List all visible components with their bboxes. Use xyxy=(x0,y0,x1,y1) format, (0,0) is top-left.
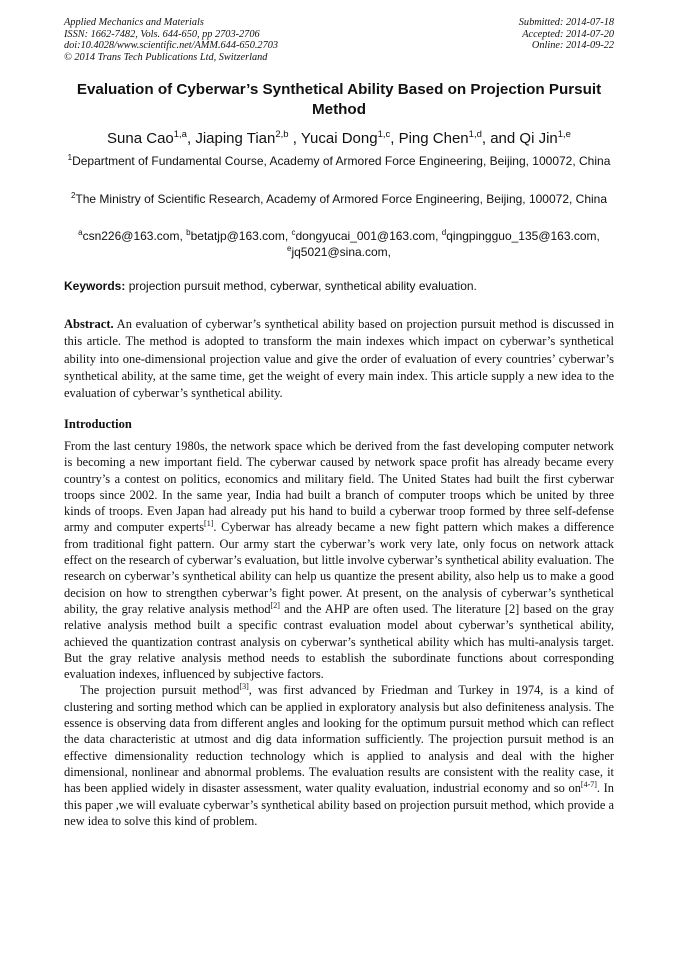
citation-ref: [1] xyxy=(204,519,214,529)
online-date: Online: 2014-09-22 xyxy=(531,40,614,52)
abstract-text: An evaluation of cyberwar’s synthetical ability based on projection pursuit method is discussed in this article. The method is adopted to transform the main indexes which impact on cyberwar’s synthetical ability into one-dimensional projection value and give the order of evaluation of every countries’ cyberwar’s synthetical ability, at the same time, get the weight of every main index. This article supply a new idea to the evaluation of cyberwar’s synthetical ability. xyxy=(64,317,614,401)
journal-name: Applied Mechanics and Materials xyxy=(64,17,204,28)
submitted-date: Submitted: 2014-07-18 xyxy=(518,17,614,28)
journal-header-right xyxy=(519,17,614,52)
email-marker: e xyxy=(286,243,292,253)
author-affiliation-marker: 2,b xyxy=(275,129,289,140)
author-list xyxy=(40,128,638,150)
accepted-date: Accepted: 2014-07-20 xyxy=(522,28,614,40)
email-address: jq5021@sina.com, xyxy=(291,244,392,259)
author-affiliation-marker: 1,e xyxy=(557,129,571,140)
author-affiliation-marker: 1,a xyxy=(173,129,187,140)
email-marker: b xyxy=(186,228,191,237)
keywords-text: projection pursuit method, cyberwar, synthetical ability evaluation. xyxy=(125,279,477,293)
email-marker: c xyxy=(291,228,296,237)
abstract-label: Abstract. xyxy=(64,317,114,331)
email-address: qingpingguo_135@163.com, xyxy=(446,229,600,243)
citation-ref: [2] xyxy=(270,600,280,610)
copyright-line: © 2014 Trans Tech Publications Ltd, Switzerland xyxy=(64,51,268,63)
email-marker: a xyxy=(78,228,83,237)
author-name: Jiaping Tian xyxy=(195,130,276,147)
paragraph xyxy=(64,682,614,829)
section-heading-introduction: Introduction xyxy=(64,417,132,431)
paragraph-text: . In this paper ,we will evaluate cyberwar’s synthetical ability based on projection pursuit method, which provide a new idea to solve this kind of problem. xyxy=(64,781,614,828)
paragraph-text: . Cyberwar has already became a new fight pattern which makes a difference from traditional fight pattern. Our army start the cyberwar’s work very late, only focus on network attack effect on the research of cyberwar’s evaluation, but little involve cyberwar’s synthetical ability evaluation. The research on cyberwar’s synthetical ability can help us quantize the present ability, also help us to make a good decision on how to strengthen cyberwar’s fight power. At present, on the analysis of cyberwar’s synthetical ability, the gray relative analysis method xyxy=(64,520,614,616)
affiliation-marker: 2 xyxy=(70,191,76,200)
author-separator: , xyxy=(186,130,196,147)
affiliation-2 xyxy=(56,192,622,208)
author-affiliation-marker: 1,d xyxy=(468,129,482,140)
paragraph-text: and the AHP are often used. The literature [2] based on the gray relative analysis method built a specific contrast evaluation model about cyberwar’s synthetical ability, achieved the quantization contrast analysis on cyberwar’s synthetical ability which has multi-analysis target. But the gray relative analysis method needs to establish the subordinate functions about corresponding evaluation indexes, influenced by subjective factors. xyxy=(64,601,615,682)
email-address: dongyucai_001@163.com, xyxy=(295,229,442,243)
paragraph-text: , was first advanced by Friedman and Turkey in 1974, is a kind of clustering and sorting method which can be applied in exploratory analysis but also definiteness analysis. The essence is observing data from different angles and looking for the optimum pursuit method which can reflect the data characteristic at utmost and dig data information sufficiently. The projection pursuit method is an effective dimensionality reduction technology which is applied to analysis and deal with the higher dimensional, nonlinear and abnormal problems. The evaluation results are consistent with the reality case, it has been applied widely in disaster assessment, water quality evaluation, industrial economy and so on xyxy=(64,683,614,796)
author-separator: , and xyxy=(481,130,520,147)
keywords xyxy=(64,279,624,294)
issn-line: ISSN: 1662-7482, Vols. 644-650, pp 2703-2706 xyxy=(64,28,260,40)
paper-title: Evaluation of Cyberwar’s Synthetical Ability Based on Projection Pursuit Method xyxy=(76,81,602,118)
author-name: Qi Jin xyxy=(519,130,558,147)
affiliation-marker: 1 xyxy=(67,153,73,162)
author-name: Suna Cao xyxy=(107,130,174,147)
email-address: betatjp@163.com, xyxy=(190,229,292,243)
introduction-body xyxy=(64,438,614,829)
paragraph-text: The projection pursuit method xyxy=(80,683,240,698)
journal-header-left xyxy=(64,17,278,63)
citation-ref: [4-7] xyxy=(580,780,597,790)
paragraph xyxy=(64,438,614,682)
author-emails xyxy=(56,229,622,260)
keywords-label: Keywords: xyxy=(64,279,126,293)
author-affiliation-marker: 1,c xyxy=(377,129,391,140)
doi-line: doi:10.4028/www.scientific.net/AMM.644-650.2703 xyxy=(64,40,279,52)
affiliation-1 xyxy=(56,154,622,170)
email-marker: d xyxy=(441,228,447,237)
author-separator: , xyxy=(288,130,301,147)
email-address: csn226@163.com, xyxy=(82,229,187,243)
author-name: Ping Chen xyxy=(398,130,469,147)
citation-ref: [3] xyxy=(239,682,249,692)
author-separator: , xyxy=(390,130,399,147)
affiliation-text: The Ministry of Scientific Research, Academy of Armored Force Engineering, Beijing, 100072, China xyxy=(75,192,608,206)
affiliation-text: Department of Fundamental Course, Academy of Armored Force Engineering, Beijing, 100072, China xyxy=(72,154,611,168)
abstract xyxy=(64,316,614,402)
author-name: Yucai Dong xyxy=(300,130,378,147)
paragraph-text: From the last century 1980s, the network space which be derived from the fast developing computer network is becoming a new important field. The cyberwar caused by network space profit has already became every country’s a contest on politics, economics and military field. The United States had built the first cyberwar troops since 2002. In the same year, India had built a branch of computer troops which be united by three kinds of troops. Even Japan had already put his hand to build a cyberwar troop formed by three self-defense army and computer experts xyxy=(64,439,614,535)
